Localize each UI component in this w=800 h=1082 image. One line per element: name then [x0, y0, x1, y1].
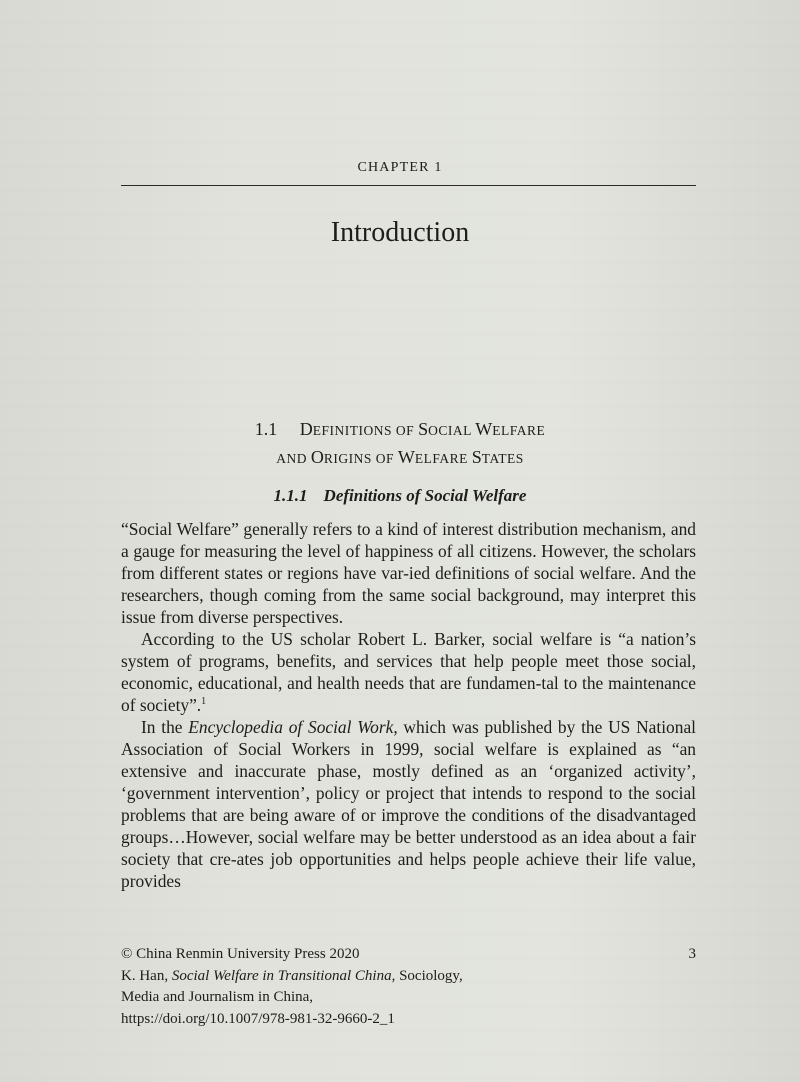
section-heading-line-2	[0, 444, 800, 472]
series-line: Media and Journalism in China,	[121, 989, 314, 1005]
citation-line: K. Han, Social Welfare in Transitional China, Sociology,	[121, 967, 463, 984]
encyclopedia-title: Encyclopedia of Social Work	[188, 717, 394, 737]
section-title-line-1: DEFINITIONS OF SOCIAL WELFARE	[299, 419, 546, 439]
footnote-marker: 1	[201, 696, 207, 708]
book-title: Social Welfare in Transitional China	[171, 967, 392, 984]
chapter-rule	[121, 185, 696, 186]
paragraph-2: According to the US scholar Robert L. Barker, social welfare is “a nation’s system of programs, benefits, and services that help people meet those social, economic, educational, and health needs that are fundamen-tal to the maintenance of society”.$^1$	[121, 629, 696, 715]
chapter-title: Introduction	[330, 217, 470, 248]
chapter-label: CHAPTER 1	[357, 160, 443, 175]
subsection-title: Definitions of Social Welfare	[323, 486, 527, 505]
section-heading	[0, 416, 800, 472]
page-number: 3	[688, 946, 696, 962]
doi-link[interactable]: https://doi.org/10.1007/978-981-32-9660-2_1	[121, 1010, 395, 1027]
body-text	[121, 518, 696, 892]
subsection-heading	[0, 486, 800, 506]
section-heading-line-1	[0, 416, 800, 444]
section-number: 1.1	[254, 419, 278, 439]
paragraph-3: In the Encyclopedia of Social Work, which was published by the US National Association of Social Workers in 1999, social welfare is explained as “an extensive and inaccurate phase, mostly defined as an ‘organized activity’, ‘government intervention’, policy or project that intends to respond to the social problems that are being aware of or improve the conditions of the disadvantaged groups…However, social welfare may be better understood as an idea about a fair society that cre-ates job opportunities and helps people achieve their life value, provides	[121, 717, 696, 891]
copyright-footer	[121, 944, 696, 1030]
subsection-number: 1.1.1	[273, 486, 308, 505]
copyright-line: © China Renmin University Press 2020	[121, 946, 360, 962]
paragraph-1: “Social Welfare” generally refers to a kind of interest distribution mechanism, and a gauge for measuring the level of happiness of all citizens. However, the scholars from different states or regions have var-ied definitions of social welfare. And the researchers, though coming from the same social background, may interpret this issue from diverse perspectives.	[121, 519, 696, 627]
section-title-line-2: AND ORIGINS OF WELFARE STATES	[276, 447, 524, 467]
